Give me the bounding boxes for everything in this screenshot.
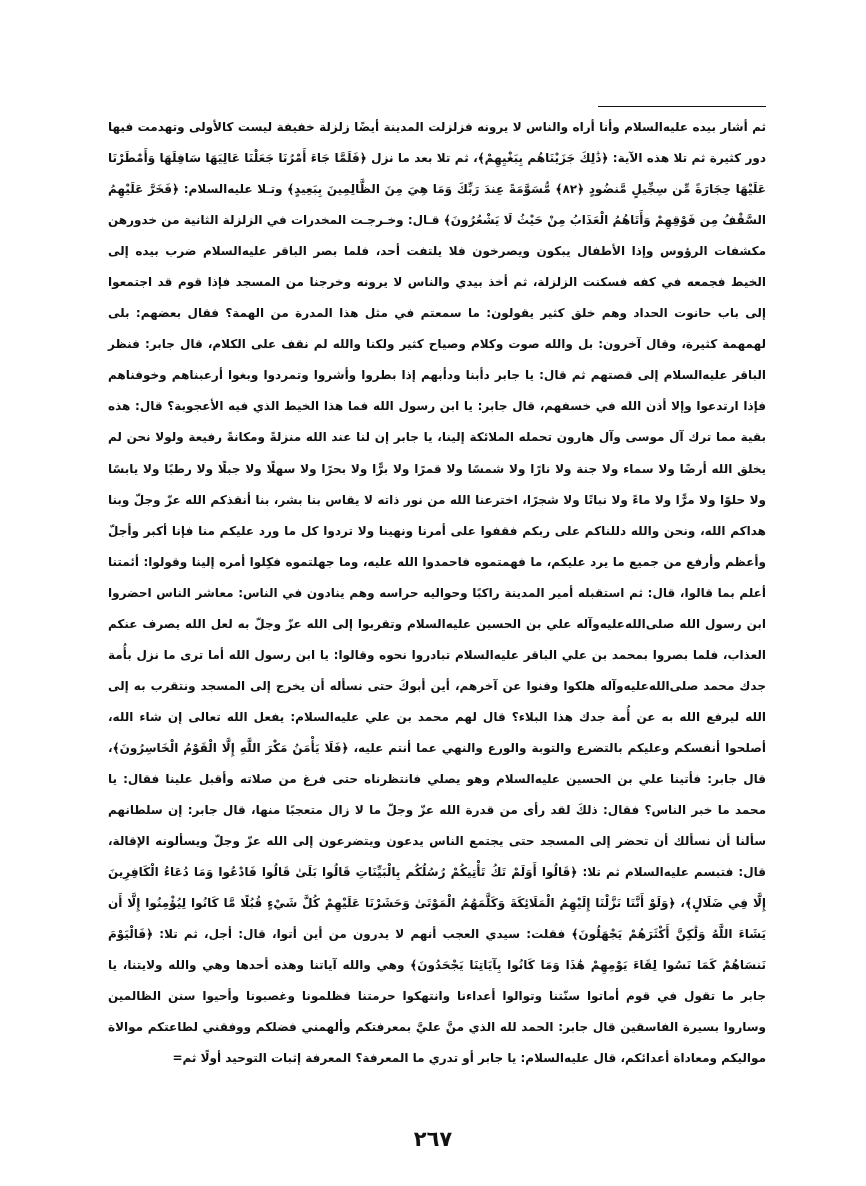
header-rule: [598, 106, 766, 107]
main-text-block: [108, 112, 766, 1074]
page-number: ٢٦٧: [413, 1127, 453, 1151]
paragraph: ثم أشار بيده عليه‌السلام وأنا أراه والناس لا يرونه فزلزلت المدينة أيضًا زلزلة خفيفة ليست كالأولى وتهدمت فيها دور كثيرة ثم تلا هذه الآية: ﴿ذَٰلِكَ جَزَيْنَاهُم بِبَغْيِهِمْ﴾، ثم تلا بعد ما نزل ﴿فَلَمَّا جَاءَ أَمْرُنَا جَعَلْنَا عَالِيَهَا سَافِلَهَا وَأَمْطَرْنَا عَلَيْهَا حِجَارَةً مِّن سِجِّيلٍ مَّنضُودٍ ﴿٨٢﴾ مُّسَوَّمَةً عِندَ رَبِّكَ وَمَا هِيَ مِنَ الظَّالِمِينَ بِبَعِيدٍ﴾ وتـلا عليه‌السلام: ﴿فَخَرَّ عَلَيْهِمُ السَّقْفُ مِن فَوْقِهِمْ وَأَتَاهُمُ الْعَذَابُ مِنْ حَيْثُ لَا يَشْعُرُونَ﴾ قـال: وخـرجـت المخدرات في الزلزلة الثانية من خدورهن مكشفات الرؤوس وإذا الأطفال يبكون ويصرخون فلا يلتفت أحد، فلما بصر الباقر عليه‌السلام ضرب بيده إلى الخيط فجمعه في كفه فسكنت الزلزلة، ثم أخذ بيدي والناس لا يرونه وخرجنا من المسجد فإذا قوم قد اجتمعوا إلى باب حانوت الحداد وهم خلق كثير يقولون: ما سمعتم في مثل هذا المدرة من الهمة؟ فقال بعضهم: بلى لهمهمة كثيرة، وقال آخرون: بل والله صوت وكلام وصياح كثير ولكنا والله لم نقف على الكلام، قال جابر: فنظر الباقر عليه‌السلام إلى قصتهم ثم قال: يا جابر دأبنا ودأبهم إذا بطروا وأشروا وتمردوا وبغوا أرعبناهم وخوفناهم فإذا ارتدعوا وإلا أذن الله في خسفهم، قال جابر: يا ابن رسول الله فما هذا الخيط الذي فيه الأعجوبة؟ قال: هذه بقية مما ترك آل موسى وآل هارون تحمله الملائكة إلينا، يا جابر إن لنا عند الله منزلةً ومكانةً رفيعة ولولا نحن لم يخلق الله أرضًا ولا سماء ولا جنة ولا نارًا ولا شمسًا ولا قمرًا ولا برًّا ولا بحرًا ولا سهلًا ولا جبلًا ولا رطبًا ولا يابسًا ولا حلوًا ولا مرًّا ولا ماءً ولا نباتًا ولا شجرًا، اخترعنا الله من نور ذاته لا يقاس بنا بشر، بنا أنقذكم الله عزّ وجلّ وبنا هداكم الله، ونحن والله دللناكم على ربكم فقفوا على أمرنا ونهينا ولا تردوا كل ما ورد عليكم منا فإنا أكبر وأجلّ وأعظم وأرفع من جميع ما يرد عليكم، ما فهمتموه فاحمدوا الله عليه، وما جهلتموه فكِلوا أمره إلينا وقولوا: أئمتنا أعلم بما قالوا، قال: ثم استقبله أمير المدينة راكبًا وحواليه حراسه وهم ينادون في الناس: معاشر الناس احضروا ابن رسول الله صلى‌الله‌عليه‌وآله علي بن الحسين عليه‌السلام وتقربوا إلى الله عزّ وجلّ به لعل الله يصرف عنكم العذاب، فلما بصروا بمحمد بن علي الباقر عليه‌السلام تبادروا نحوه وقالوا: يا ابن رسول الله أما ترى ما نزل بأُمة جدك محمد صلى‌الله‌عليه‌وآله هلكوا وفنوا عن آخرهم، أين أبوكَ حتى نسأله أن يخرج إلى المسجد ونتقرب به إلى الله ليرفع الله به عن أُمة جدك هذا البلاء؟ قال لهم محمد بن علي عليه‌السلام: يفعل الله تعالى إن شاء الله، أصلحوا أنفسكم وعليكم بالتضرع والتوبة والورع والنهي عما أنتم عليه، ﴿فَلَا يَأْمَنُ مَكْرَ اللَّهِ إِلَّا الْقَوْمُ الْخَاسِرُونَ﴾، قال جابر: فأتينا علي بن الحسين عليه‌السلام وهو يصلي فانتظرناه حتى فرغ من صلاته وأقبل علينا فقال: يا محمد ما خبر الناس؟ فقال: ذلكَ لقد رأى من قدرة الله عزّ وجلّ ما لا زال متعجبًا منها، قال جابر: إن سلطانهم سألنا أن نسألك أن تحضر إلى المسجد حتى يجتمع الناس يدعون ويتضرعون إلى الله عزّ وجلّ ويسألونه الإقالة، قال: فتبسم عليه‌السلام ثم تلا: ﴿قَالُوا أَوَلَمْ تَكُ تَأْتِيكُمْ رُسُلُكُم بِالْبَيِّنَاتِ قَالُوا بَلَىٰ قَالُوا فَادْعُوا وَمَا دُعَاءُ الْكَافِرِينَ إِلَّا فِي ضَلَالٍ﴾، ﴿وَلَوْ أَنَّنَا نَزَّلْنَا إِلَيْهِمُ الْمَلَائِكَةَ وَكَلَّمَهُمُ الْمَوْتَىٰ وَحَشَرْنَا عَلَيْهِمْ كُلَّ شَيْءٍ قُبُلًا مَّا كَانُوا لِيُؤْمِنُوا إِلَّا أَن يَشَاءَ اللَّهُ وَلَٰكِنَّ أَكْثَرَهُمْ يَجْهَلُونَ﴾ فقلت: سيدي العجب أنهم لا يدرون من أين أتوا، قال: أجل، ثم تلا: ﴿فَالْيَوْمَ نَنسَاهُمْ كَمَا نَسُوا لِقَاءَ يَوْمِهِمْ هَٰذَا وَمَا كَانُوا بِآيَاتِنَا يَجْحَدُونَ﴾ وهي والله آياتنا وهذه أحدها وهي والله ولايتنا، يا جابر ما تقول في قوم أماتوا سنّتنا وتوالوا أعداءنا وانتهكوا حرمتنا فظلمونا وغصبونا وأحيوا سنن الظالمين وساروا بسيرة الفاسقين قال جابر: الحمد لله الذي منَّ عليَّ بمعرفتكم وألهمني فضلكم ووفقني لطاعتكم موالاة مواليكم ومعاداة أعدائكم، قال عليه‌السلام: يا جابر أو تدري ما المعرفة؟ المعرفة إثبات التوحيد أولًا ثم=: [108, 120, 766, 1066]
